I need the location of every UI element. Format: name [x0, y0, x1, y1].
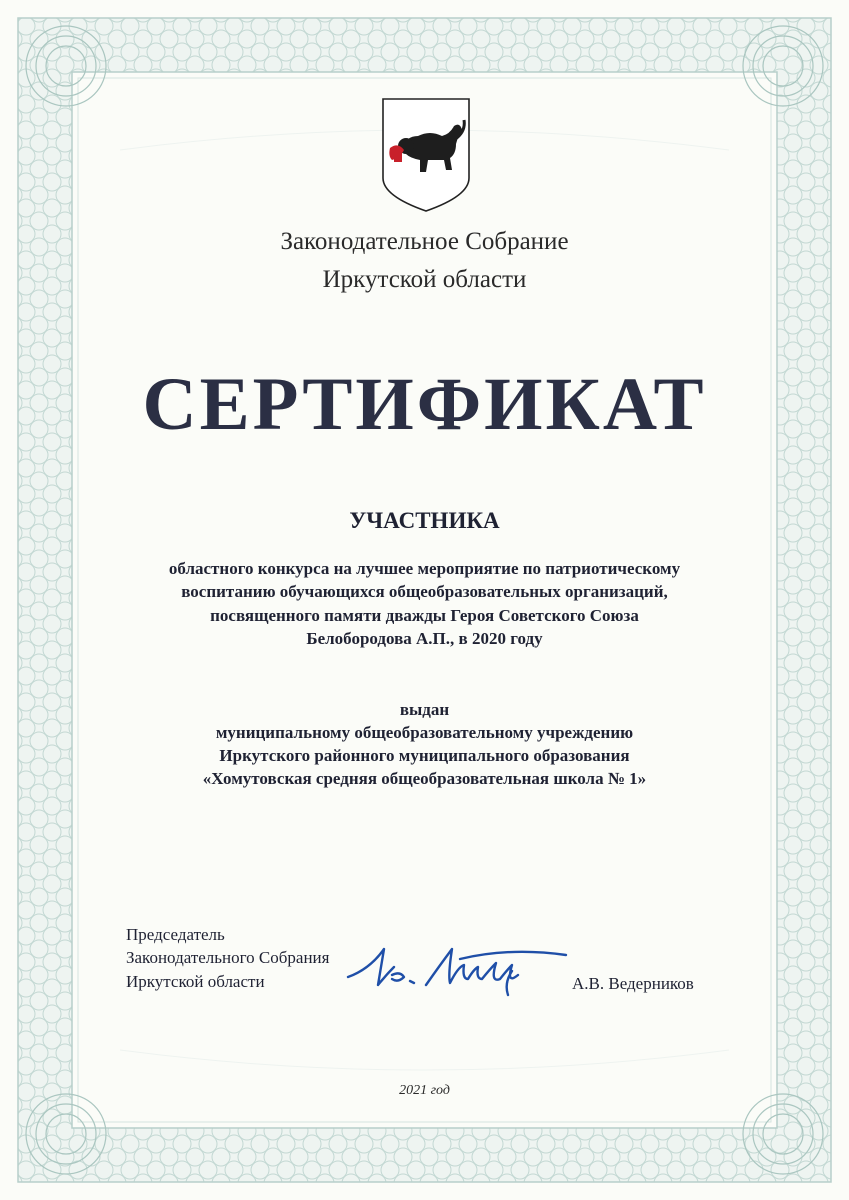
- recipient-line: муниципальному общеобразовательному учреждению: [215, 723, 634, 742]
- signatory-position-line: Иркутской области: [126, 972, 265, 991]
- description-line: посвященного памяти дважды Героя Советского Союза: [210, 606, 639, 625]
- recipient-line: Иркутского районного муниципального образования: [219, 746, 630, 765]
- certificate-title: СЕРТИФИКАТ: [142, 363, 707, 446]
- description-line: областного конкурса на лучшее мероприятие по патриотическому: [168, 559, 681, 578]
- handwritten-signature-icon: [340, 935, 570, 1005]
- coat-of-arms-icon: [380, 96, 472, 214]
- recipient-line: «Хомутовская средняя общеобразовательная школа № 1»: [202, 769, 647, 788]
- description-line: воспитанию обучающихся общеобразовательных организаций,: [181, 582, 668, 601]
- issuer-line-1: Законодательное Собрание: [280, 228, 569, 255]
- certificate-subtitle: УЧАСТНИКА: [349, 508, 500, 533]
- signatory-name: А.В. Ведерников: [572, 974, 694, 993]
- issue-year: 2021 год: [399, 1083, 450, 1098]
- signatory-position-line: Законодательного Собрания: [126, 948, 330, 967]
- signatory-position-line: Председатель: [126, 925, 225, 944]
- issued-label: выдан: [399, 700, 450, 719]
- description-line: Белобородова А.П., в 2020 году: [306, 629, 543, 648]
- issuer-line-2: Иркутской области: [322, 266, 527, 293]
